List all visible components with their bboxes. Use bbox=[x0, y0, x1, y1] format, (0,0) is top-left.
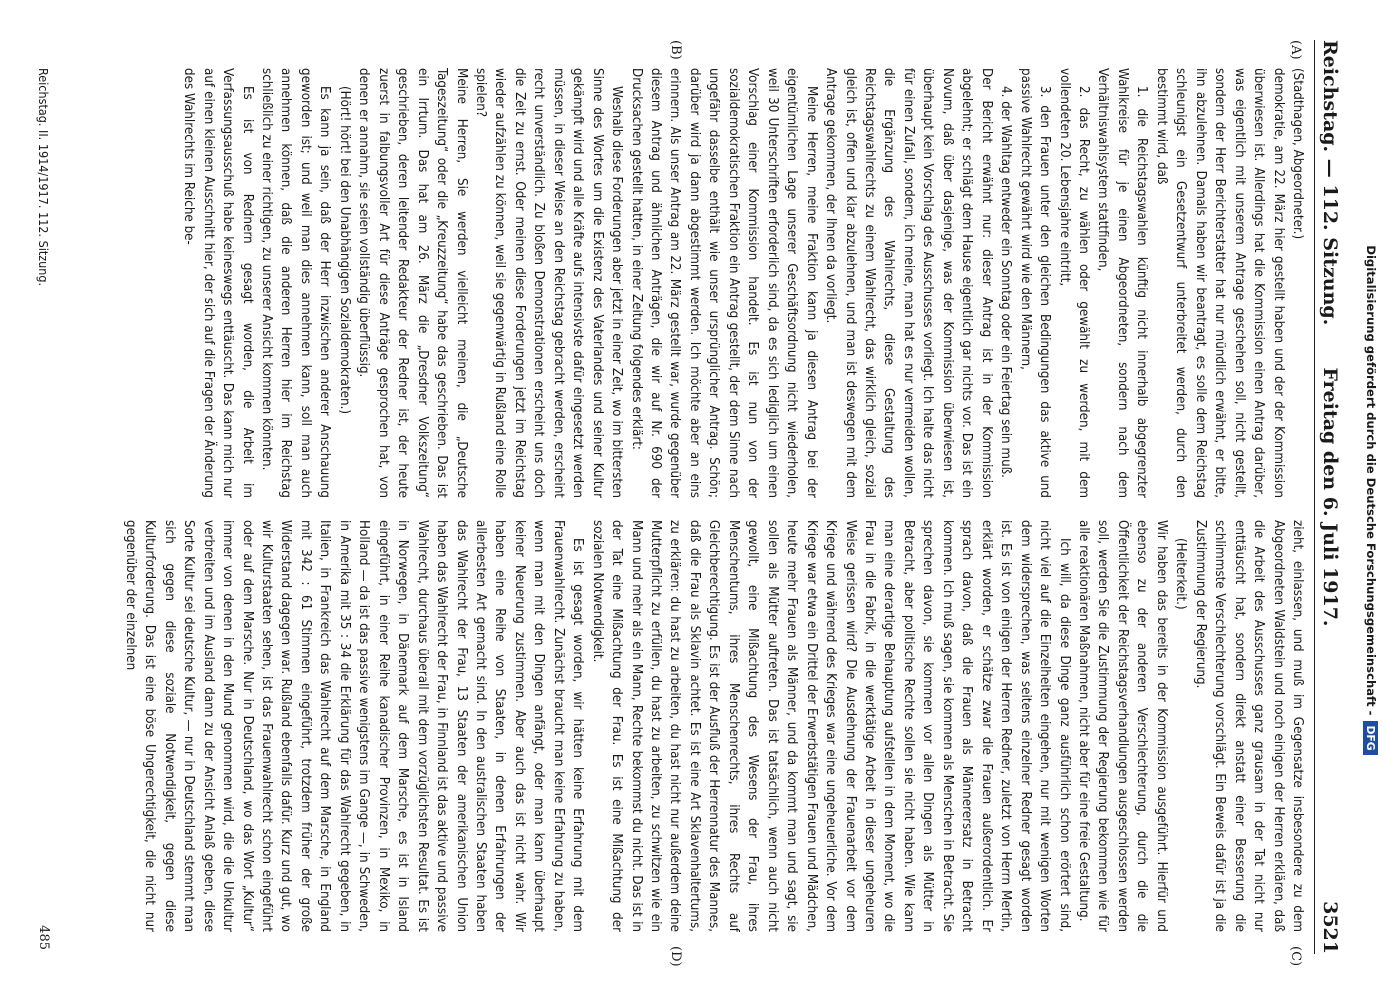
digitization-text: Digitalisierung gefördert durch die Deutsche Forschungsgemeinschaft - bbox=[1364, 245, 1378, 716]
paragraph: Es ist von Rednern gesagt worden, die Arbeit im Verfassungsausschuß habe keineswegs enttäuscht. Das kann mich nur auf einen kleinen Ausschnitt hier, der sich auf die Fragen der Änderung des Wahlrechts im Reiche be- bbox=[181, 68, 255, 498]
digitization-note bbox=[1359, 0, 1383, 1000]
paragraph: 4. der Wahltag entweder ein Sonntag oder ein Feiertag sein muß. bbox=[998, 86, 1014, 478]
header-page-number: 3521 bbox=[1319, 901, 1341, 954]
paragraph: (Hört! hört! bei den Unabhängigen Sozialdemokraten.) bbox=[336, 86, 352, 415]
paragraph: 2. das Recht, zu wählen oder gewählt zu werden, mit dem vollendeten 20. Lebensjahre eintritt, bbox=[1056, 68, 1092, 498]
paragraph: (Heiterkeit.) bbox=[1173, 538, 1189, 610]
paragraph: demokratie, am 22. März hier gestellt haben und der der Kommission überwiesen ist. Allerdings hat die Kommission einen Antrag darüber, was eigentlich mit unserem Antrage geschehen soll, nicht gestellt, sondern der Herr Berichterstatter hat nur mündlich erwähnt, er bitte, ihn abzulehnen. Damals haben wir beantragt, es solle dem Reichstag schleunigst ein Gesetzentwurf unterbreitet werden, durch den bestimmt wird, daß bbox=[1153, 68, 1286, 498]
paragraph: zieht, einlassen, und muß im Gegensatze insbesondere zu dem Abgeordneten Waldstein und noch einigen der Herren erklären, daß die Arbeit des Ausschusses ganz grausam in der Tat nicht nur enttäuscht hat, sondern direkt anstatt einer Besserung die schlimmste Verschlechterung vorschlägt. Ein Beweis dafür ist ja die Zustimmung der Regierung. bbox=[1192, 520, 1305, 932]
paragraph: Der Bericht erwähnt nur: dieser Antrag ist in der Kommission abgelehnt; er schlägt dem Hause eigentlich gar nichts vor. Das ist ein Novum, daß über dasjenige, was der Kommission überwiesen ist, überhaupt kein Vorschlag des Ausschusses vorliegt. Ich halte das nicht für einen Zufall, sondern, ich meine, man hat es nur vermeiden wollen, die Ergänzung des Wahlrechts, diese Gestaltung des Reichstagswahlrechts zu einem Wahlrecht, das wirklich gleich, sozial gleich ist, offen und klar abzulehnen, und man ist deswegen mit dem Antrage gekommen, der Ihnen da vorliegt. bbox=[823, 68, 994, 498]
header-left: Reichstag. — 112. Sitzung. bbox=[1319, 40, 1341, 326]
margin-marker-a: (A) bbox=[1288, 40, 1303, 60]
right-column bbox=[60, 520, 1307, 932]
paragraph: 1. die Reichstagswahlen künftig nicht innerhalb abgegrenzter Wahlkreise für je einen Abgeordneten, sondern nach dem Verhältniswahlsystem stattfinden, bbox=[1095, 68, 1150, 498]
sheet-number: 485 bbox=[36, 925, 51, 950]
margin-marker-b: (B) bbox=[668, 40, 683, 60]
paragraph: Meine Herren, Sie werden vielleicht meinen, die „Deutsche Tageszeitung“ oder die „Kreuzzeitung“ habe das geschrieben. Das ist ein Irrtum. Das hat am 26. März die „Dresdner Volkszeitung“ geschrieben, deren leitender Redakteur der Redner ist, der heute zuerst in falbungsvoller Art für diese Anträge gesprochen hat, von denen er annahm, sie seien vollständig überflüssig. bbox=[356, 68, 469, 498]
paragraph: 3. den Frauen unter den gleichen Bedingungen das aktive und passive Wahlrecht gewährt wird wie den Männern, bbox=[1017, 68, 1053, 498]
paragraph: Weshalb diese Forderungen aber jetzt in einer Zeit, wo im bittersten Sinne des Wortes um die Existenz des Vaterlandes und seiner Kultur gekämpft wird und alle Kräfte aufs intensivste dafür eingesetzt werden müssen, in dieser Weise an den Reichstag gebracht werden, erscheint recht unverständlich. Zu bloßen Demonstrationen erscheint uns doch die Zeit zu ernst. Oder meinen diese Forderungen jetzt im Reichstag wieder aufzählen zu können, weil sie gegenwärtig in Rußland eine Rolle spielen? bbox=[472, 68, 625, 498]
paragraph: (Stadthagen, Abgeordneter.) bbox=[1290, 68, 1305, 240]
left-column bbox=[60, 68, 1307, 498]
paragraph: Wir haben das bereits in der Kommission ausgeführt. Hierfür und ebenso zu der anderen Verschlechterung, durch die die Öffentlichkeit der Reichstagsverhandlungen ausgeschlossen werden soll, werden Sie die Zustimmung der Regierung bekommen wie für alle reaktionären Maßnahmen, nicht aber für eine freie Gestaltung. bbox=[1076, 520, 1169, 932]
dfg-logo: DFG bbox=[1364, 721, 1379, 754]
paragraph: Ich will, da diese Dinge ganz ausführlich schon erörtert sind, nicht viel auf die Einzelheiten eingehen, nur mit wenigen Worten dem widersprechen, was seitens einzelner Redner gesagt worden ist. Es ist von einigen der Herren Redner, zuletzt von Herrn Mertin, erklärt worden, er schätze zwar die Frauen außerordentlich. Er sprach davon, daß die Frauen als Männerersatz in Betracht kommen. Ich muß sagen, sie kommen als Menschen in Betracht. Sie sprechen davon, sie kommen vor allen Dingen als Mütter in Betracht, aber politische Rechte sollen sie nicht haben. Wie kann man eine derartige Behauptung aufstellen in dem Moment, wo die Frau in die Fabrik, in die werktätige Arbeit in dieser ungeheuren Weise gerissen wird? Die Ausdehnung der Frauenarbeit vor dem Kriege und während des Krieges war eine ungeheuerliche. Vor dem Kriege war etwa ein Drittel der Erwerbstätigen Frauen und Mädchen, heute mehr Frauen als Männer, und da kommt man und sagt, sie sollen als Mütter auftreten. Das ist tatsächlich, wenn auch nicht gewollt, eine Mißachtung des Wesens der Frau, ihres Menschentums, ihres Menschenrechts, ihres Rechts auf Gleichberechtigung. Es ist der Ausfluß der Herrennatur des Mannes, daß die Frau als Sklavin achtet. Es ist eine Art Sklavenhaltertums, zu erklären: du hast zu arbeiten, du hast nicht nur außerdem deine Mutterpflicht zu erfüllen, du hast zu arbeiten, zu schwitzen wie ein Mann und mehr als ein Mann, Rechte bekommst du nicht. Das ist in der Tat eine Mißachtung der Frau. Es ist eine Mißachtung der sozialen Notwendigkeit. bbox=[589, 520, 1072, 932]
margin-marker-d: (D) bbox=[668, 946, 683, 967]
header-center: Freitag den 6. Juli 1917. bbox=[1319, 367, 1341, 627]
page-header bbox=[1314, 40, 1345, 954]
margin-marker-c: (C) bbox=[1288, 946, 1303, 967]
paragraph: Es ist gesagt worden, wir hätten keine Erfahrung mit dem Frauenwahlrecht. Zunächst braucht man keine Erfahrung zu haben, wenn man mit den Dingen anfängt, oder man kann überhaupt keiner Neuerung zustimmen. Aber auch das ist nicht wahr. Wir haben eine Reihe von Staaten, in denen Erfahrungen der allerbesten Art gemacht sind. In den australischen Staaten haben das Wahlrecht der Frau, 13 Staaten der amerikanischen Union haben das Wahlrecht der Frau, in Finnland ist das aktive und passive Wahlrecht, durchaus überall mit dem vorzüglichsten Resultat. Es ist in Norwegen, in Dänemark auf dem Marsche, es ist in Island eingeführt, in einer Reihe kanadischer Provinzen, in Mexiko, in Holland — da ist das passive wenigstens im Gange —, in Schweden, in Amerika mit 35 : 34 die Erklärung für das Wahlrecht gegeben, in Italien, in Frankreich das Wahlrecht auf dem Marsche, in England mit 342 : 61 Stimmen eingeführt, trotzdem früher der große Widerstand dagegen war. Rußland ebenfalls dafür. Kurz und gut, wo wir Kulturstaaten sehen, ist das Frauenwahlrecht schon eingeführt oder auf dem Marsche. Nur in Deutschland, wo das Wort „Kultur“ immer von denen in den Mund genommen wird, die die Unkultur verbreiten und im Ausland dann zu der Ansicht Anlaß geben, diese Sorte Kultur sei deutsche Kultur, — nur in Deutschland stemmt man sich gegen diese soziale Notwendigkeit, gegen diese Kulturforderung. Das ist eine böse Ungerechtigkeit, die nicht nur gegenüber der einzelnen bbox=[122, 520, 586, 932]
page-footer: Reichstag. II. 1914/1917. 112. Sitzung. bbox=[36, 68, 51, 287]
paragraph: Es kann ja sein, daß der Herr inzwischen anderer Anschauung geworden ist; und weil man dies annehmen kann, soll man auch annehmen können, daß die anderen Herren hier im Reichstag schließlich zu einer richtigen, zu unserer Ansicht kommen könnten. bbox=[258, 68, 333, 498]
paragraph: Meine Herren, meine Fraktion kann ja diesen Antrag bei der eigentümlichen Lage unserer Geschäftsordnung nicht wiederholen, weil 30 Unterschriften erforderlich sind, da es sich lediglich um einen Vorschlag einer Kommission handelt. Es ist nun von der sozialdemokratischen Fraktion ein Antrag gestellt, der dem Sinne nach ungefähr dasselbe enthält wie unser ursprünglicher Antrag. Schön; darüber wird ja dann abgestimmt werden. Ich möchte aber an eins erinnern. Als unser Antrag am 22. März gestellt war, wurde gegenüber diesem Antrag und ähnlichen Anträgen, die wir auf Nr. 690 der Drucksachen gestellt hatten, in einer Zeitung folgendes erklärt: bbox=[628, 68, 819, 498]
